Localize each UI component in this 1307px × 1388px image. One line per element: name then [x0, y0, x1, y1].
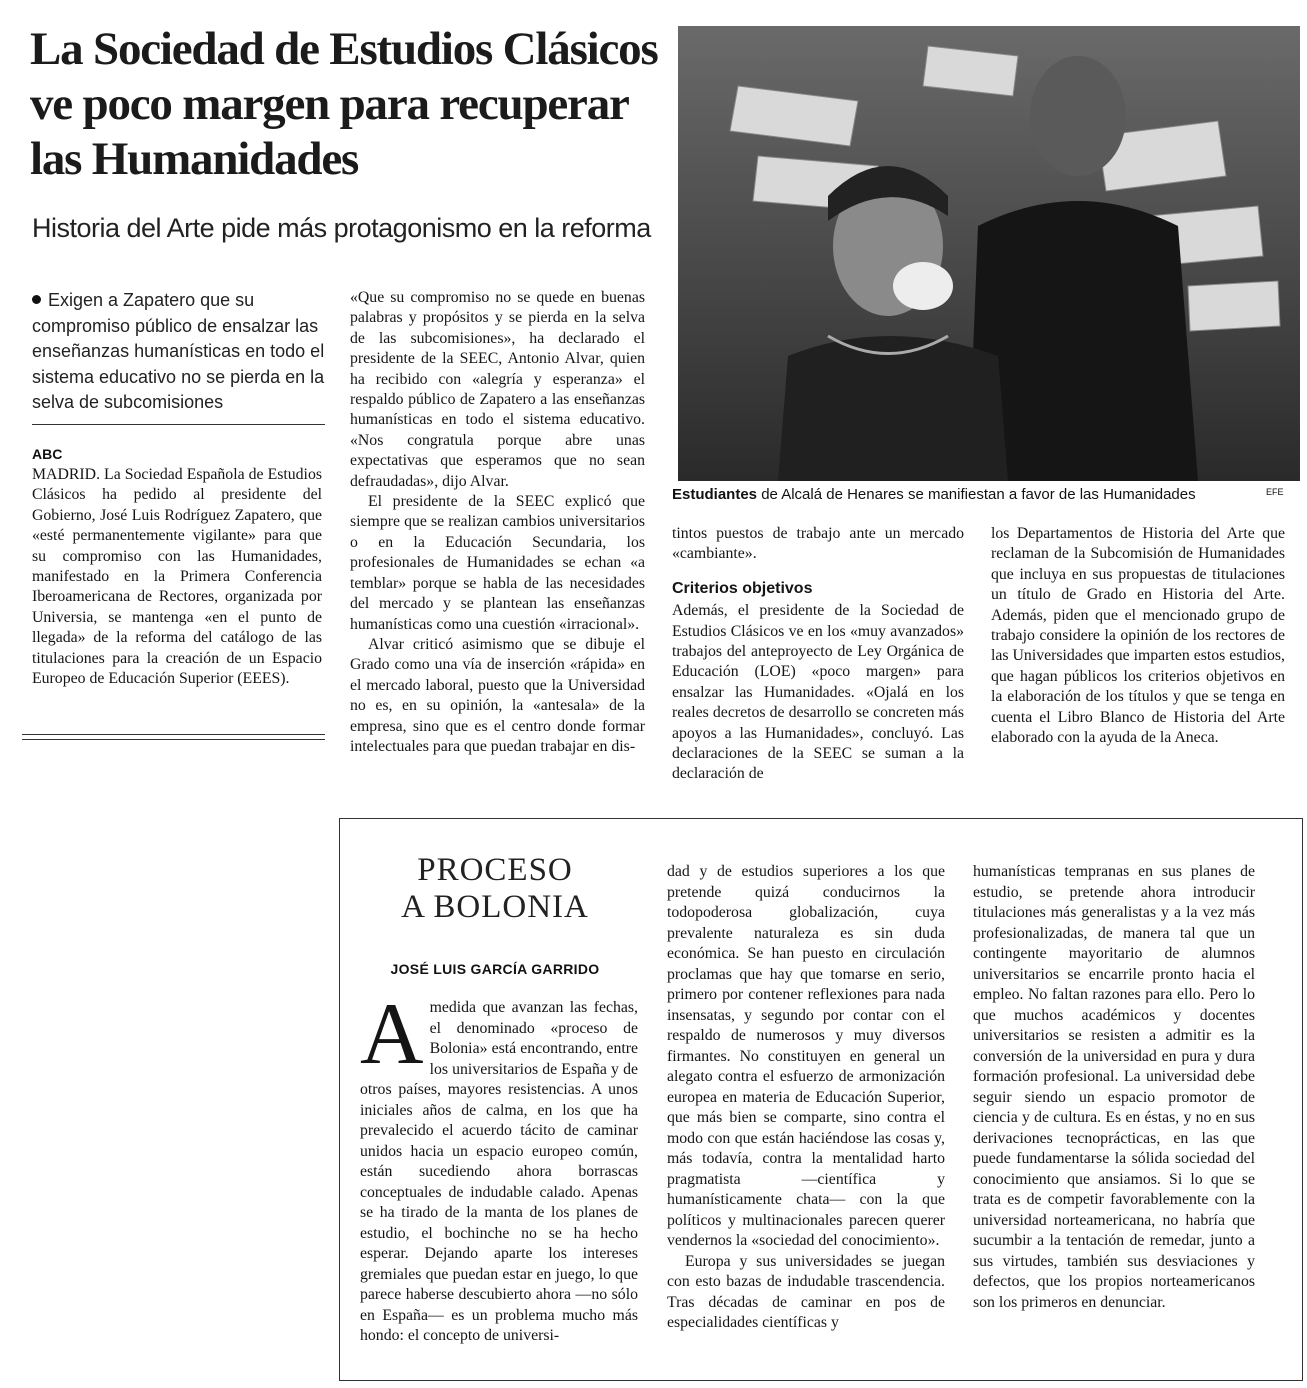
divider	[22, 739, 325, 740]
caption-lead: Estudiantes	[672, 486, 758, 503]
article-column-1	[32, 465, 322, 689]
drop-cap: A	[360, 986, 424, 1083]
paragraph: «Que su compromiso no se quede en buenas palabras y propósitos y se pierda en la selva de las subcomisiones», ha declarado el presidente de la SEEC, Antonio Alvar, quien ha recibido con «alegría y esperanza» el respaldo público de Zapatero a las enseñanzas humanísticas en todo el sistema educativo. «Nos congratula porque abre unas expectativas que esperamos que no sean defraudadas», dijo Alvar.	[350, 289, 645, 490]
summary-text: Exigen a Zapatero que su compromiso público de ensalzar las enseñanzas humanísticas en todo el sistema educativo no se pierda en la selva de subcomisiones	[32, 290, 325, 412]
paragraph: Además, el presidente de la Sociedad de Estudios Clásicos ve en los «muy avanzados» trabajos del anteproyecto de Ley Orgánica de Educación (LOE) «poco margen» para ensalzar las Humanidades. «Ojalá en los reales decretos de desarrollo se concreten más apoyos a las Humanidades», concluyó. Las declaraciones de la SEEC se suman a la declaración de	[672, 602, 964, 783]
paragraph: tintos puestos de trabajo ante un mercado «cambiante».	[672, 525, 964, 563]
caption-text: de Alcalá de Henares se manifiestan a favor de las Humanidades	[757, 486, 1196, 503]
paragraph: dad y de estudios superiores a los que pretende quizá conducirnos la todopoderosa globalización, cuya prevalente naturaleza es sin duda económica. Se han puesto en circulación proclamas que hay que tomarse en serio, primero por contener reflexiones para nada insensatas, y segundo por contar con el respaldo de numerosos y muy diversos firmantes. No constituyen en general un alegato contra el esfuerzo de armonización europea en materia de Educación Superior, que más bien se comparte, sino contra el modo con que están haciéndose las cosas y, más todavía, contra la mentalidad harto pragmatista —científica y humanísticamente chata— con la que políticos y multinacionales parecen querer vendernos la «sociedad del conocimiento».	[667, 863, 945, 1249]
opinion-column-2	[667, 862, 945, 1334]
paragraph: humanísticas tempranas en sus planes de estudio, se pretende ahora introducir titulaciones más generalistas y a la vez más profesionalizadas, de manera tal que un contingente mayoritario de alumnos universitarios se encarrile pronto hacia el empleo. No faltan razones para ello. Pero lo que muchos académicos y docentes universitarios se resisten a admitir es la conversión de la universidad en pura y dura formación profesional. La universidad debe seguir siendo un espacio promotor de ciencia y de cultura. Es en éstas, y no en sus derivaciones tecnoprácticas, en las que puede fundamentarse la sólida sociedad del conocimiento que ansiamos. Si lo que se trata es de competir favorablemente con la universidad norteamericana, no habría que sucumbir a la tentación de remedar, junto a sus virtudes, también sus desviaciones y defectos, que los propios norteamericanos son los primeros en denunciar.	[973, 863, 1255, 1311]
bullet-icon	[32, 295, 41, 304]
article-subheadline: Historia del Arte pide más protagonismo en la reforma	[32, 213, 651, 243]
paragraph: MADRID. La Sociedad Española de Estudios Clásicos ha pedido al presidente del Gobierno, José Luis Rodríguez Zapatero, que «esté permanentemente vigilante» para que su compromiso con las Humanidades, manifestado en la Primera Conferencia Iberoamericana de Rectores, organizada por Universia, se mantenga «en el punto de llegada» de la reforma del catálogo de las titulaciones para la creación de un Espacio Europeo de Educación Superior (EEES).	[32, 466, 322, 688]
section-heading: Criterios objetivos	[672, 579, 813, 597]
opinion-title-line: PROCESO	[417, 852, 573, 888]
opinion-column-3	[973, 862, 1255, 1313]
source-label: ABC	[32, 446, 63, 462]
article-column-3	[672, 524, 964, 785]
divider	[32, 424, 325, 425]
divider	[22, 734, 325, 735]
paragraph: El presidente de la SEEC explicó que siempre que se realizan cambios universitarios o en la Educación Secundaria, los profesionales de Humanidades se echan «a temblar» porque se habla de las necesidades del mercado y se plantean las enseñanzas humanísticas como una cuestión «irracional».	[350, 493, 645, 633]
opinion-title-line: A BOLONIA	[401, 889, 589, 925]
article-headline: La Sociedad de Estudios Clásicos ve poco margen para recuperar las Humanidades	[30, 23, 658, 185]
paragraph: medida que avanzan las fechas, el denominado «proceso de Bolonia» está encontrando, entre los universitarios de España y de otros países, mayores resistencias. A unos iniciales años de calma, en los que ha prevalecido el acuerdo tácito de caminar unidos hacia un espacio europeo común, están sucediendo ahora borrascas conceptuales de indudable calado. Apenas se ha tirado de la manta de los planes de estudio, el bochinche no se ha hecho esperar. Dejando aparte los intereses gremiales que puedan estar en juego, lo que parece haberse descubierto ahora —no sólo en España— es un problema mucho más hondo: el concepto de universi-	[360, 999, 638, 1344]
protest-photo-illustration	[678, 26, 1300, 481]
photo-caption	[672, 485, 1262, 505]
article-summary	[32, 288, 332, 416]
paragraph: los Departamentos de Historia del Arte que reclaman de la Subcomisión de Humanidades que incluya en sus propuestas de titulaciones un título de Grado en Historia del Arte. Además, piden que el mencionado grupo de trabajo considere la opinión de los rectores de las Universidades que imparten estos estudios, que hagan públicos los criterios objetivos en la elaboración de los títulos y que se tenga en cuenta el Libro Blanco de Historia del Arte elaborado con la ayuda de la Aneca.	[991, 525, 1285, 747]
article-column-2	[350, 288, 645, 757]
opinion-column-1	[360, 986, 638, 1347]
opinion-title	[360, 852, 630, 926]
news-photo	[678, 26, 1300, 481]
paragraph: Alvar criticó asimismo que se dibuje el Grado como una vía de inserción «rápida» en el mercado laboral, puesto que la Universidad no es, en su opinión, la «antesala» de la empresa, sino que es el centro donde formar intelectuales para que puedan trabajar en dis-	[350, 635, 645, 755]
paragraph: Europa y sus universidades se juegan con esto bazas de indudable trascendencia. Tras décadas de caminar en pos de especialidades científicas y	[667, 1252, 945, 1331]
photo-credit: EFE	[1266, 487, 1284, 497]
opinion-author: JOSÉ LUIS GARCÍA GARRIDO	[390, 961, 600, 977]
article-column-4	[991, 524, 1285, 748]
